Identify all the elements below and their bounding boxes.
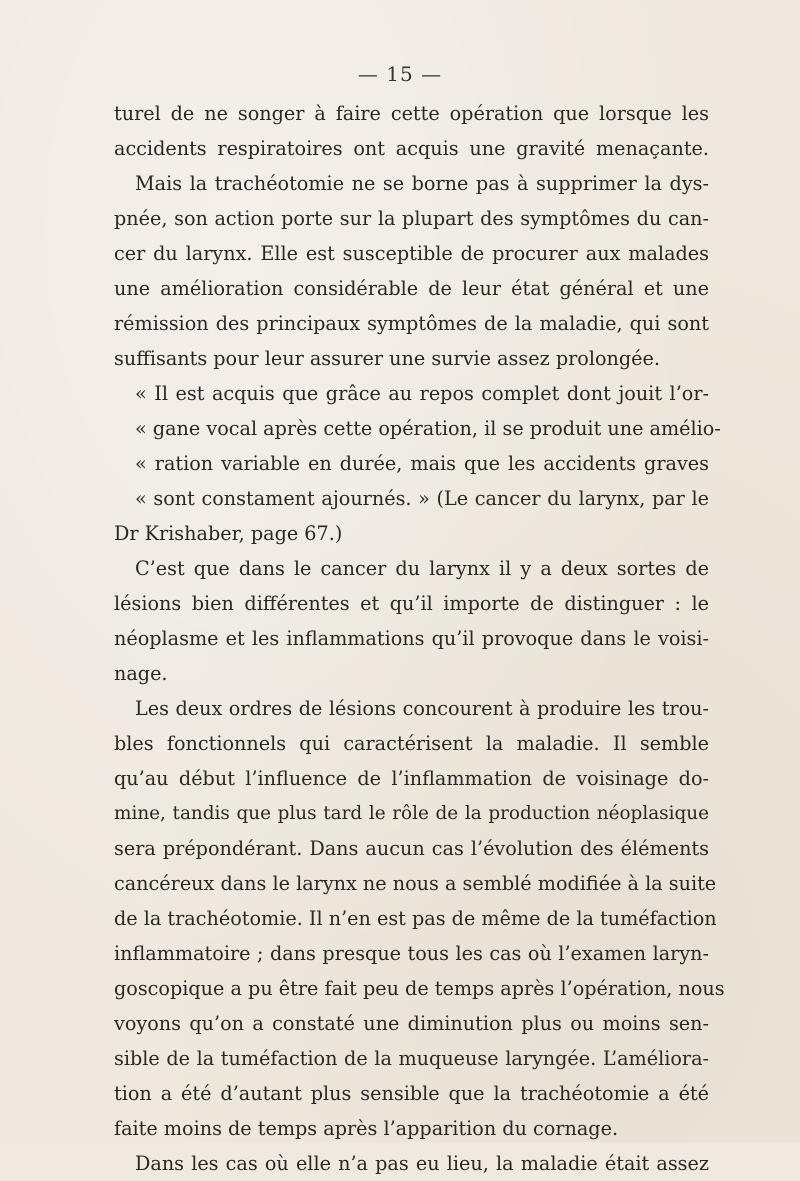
text-line: pnée, son action porte sur la plupart des symptômes du can- xyxy=(114,207,709,230)
text-line: suffisants pour leur assurer une survie assez prolongée. xyxy=(114,347,660,370)
text-line: qu’au début l’influence de l’inflammation de voisinage do- xyxy=(114,767,709,790)
text-line: voyons qu’on a constaté une diminution plus ou moins sen- xyxy=(114,1012,709,1035)
text-line: faite moins de temps après l’apparition du cornage. xyxy=(114,1117,619,1140)
quote-line: « gane vocal après cette opération, il se produit une amélio- xyxy=(135,417,721,440)
text-line: Mais la trachéotomie ne se borne pas à supprimer la dys- xyxy=(135,172,709,195)
text-line: accidents respiratoires ont acquis une gravité menaçante. xyxy=(114,137,709,160)
page-number: — 15 — xyxy=(357,62,443,86)
text-line: goscopique a pu être fait peu de temps après l’opération, nous xyxy=(114,977,725,1000)
citation-line: Dr Krishaber, page 67.) xyxy=(114,522,343,545)
text-line: bles fonctionnels qui caractérisent la maladie. Il semble xyxy=(114,732,709,755)
text-line: C’est que dans le cancer du larynx il y a deux sortes de xyxy=(135,557,709,580)
text-line: de la trachéotomie. Il n’en est pas de même de la tuméfaction xyxy=(114,907,717,930)
body-text xyxy=(114,96,725,1181)
quote-line: « sont constament ajournés. » (Le cancer du larynx, par le xyxy=(135,487,709,510)
text-line: une amélioration considérable de leur état général et une xyxy=(114,277,709,300)
text-line: néoplasme et les inflammations qu’il provoque dans le voisi- xyxy=(114,627,709,650)
text-line: Les deux ordres de lésions concourent à produire les trou- xyxy=(135,697,709,720)
text-line: tion a été d’autant plus sensible que la trachéotomie a été xyxy=(114,1082,709,1105)
quote-line: « Il est acquis que grâce au repos complet dont jouit l’or- xyxy=(135,382,709,405)
text-line: cancéreux dans le larynx ne nous a semblé modifiée à la suite xyxy=(114,872,717,895)
text-line: rémission des principaux symptômes de la maladie, qui sont xyxy=(114,312,709,335)
text-line: sible de la tuméfaction de la muqueuse laryngée. L’améliora- xyxy=(114,1047,709,1070)
text-line: Dans les cas où elle n’a pas eu lieu, la maladie était assez xyxy=(135,1152,709,1175)
text-line: sera prépondérant. Dans aucun cas l’évolution des éléments xyxy=(114,837,709,860)
text-line: mine, tandis que plus tard le rôle de la production néoplasique xyxy=(114,803,709,824)
quote-line: « ration variable en durée, mais que les accidents graves xyxy=(135,452,709,475)
text-line: turel de ne songer à faire cette opération que lorsque les xyxy=(114,102,709,125)
text-line: cer du larynx. Elle est susceptible de procurer aux malades xyxy=(114,242,709,265)
text-line: nage. xyxy=(114,662,168,685)
text-line: lésions bien différentes et qu’il importe de distinguer : le xyxy=(114,592,709,615)
text-line: inflammatoire ; dans presque tous les cas où l’examen laryn- xyxy=(114,942,709,965)
